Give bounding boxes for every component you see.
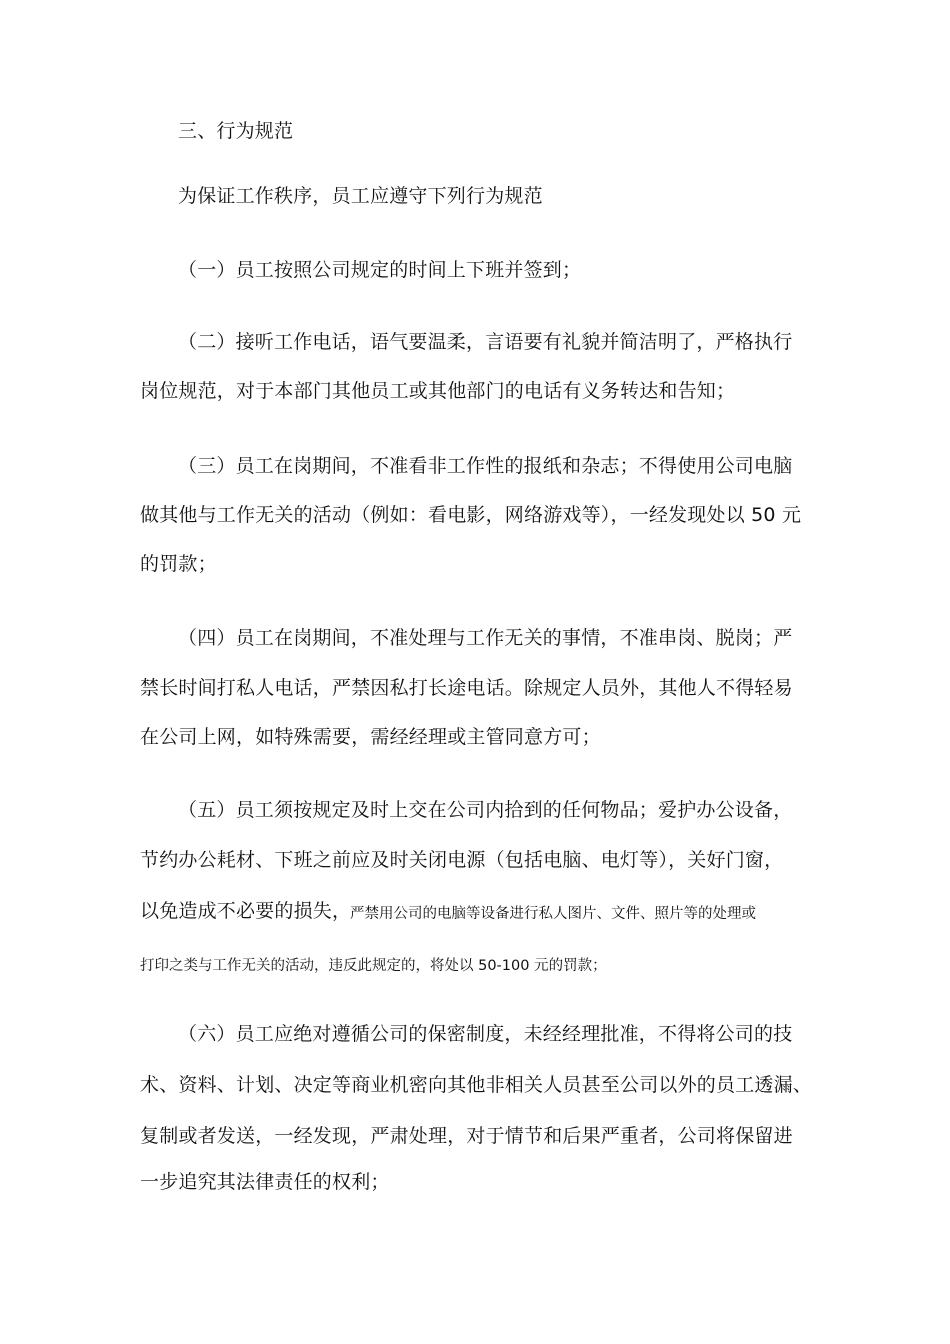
rule-item-5-line-4: 打印之类与工作无关的活动，违反此规定的，将处以 50-100 元的罚款； — [140, 958, 607, 974]
rule-item-3-line-2: 做其他与工作无关的活动（例如：看电影，网络游戏等），一经发现处以 50 元 — [140, 504, 802, 526]
rule-item-4-line-3: 在公司上网，如特殊需要，需经经理或主管同意方可； — [140, 726, 601, 748]
rule-item-6-line-2: 术、资料、计划、决定等商业机密向其他非相关人员甚至公司以外的员工透漏、 — [140, 1074, 813, 1096]
intro-paragraph: 为保证工作秩序，员工应遵守下列行为规范 — [178, 185, 543, 207]
rule-item-6-line-1: （六）员工应绝对遵循公司的保密制度，未经经理批准，不得将公司的技 — [178, 1023, 793, 1045]
rule-item-5-line-3: 以免造成不必要的损失， — [140, 900, 352, 922]
section-heading: 三、行为规范 — [178, 120, 294, 142]
rule-item-2-line-2: 岗位规范，对于本部门其他员工或其他部门的电话有义务转达和告知； — [140, 380, 736, 402]
rule-item-4-line-1: （四）员工在岗期间，不准处理与工作无关的事情，不准串岗、脱岗；严 — [178, 627, 793, 649]
rule-item-2-line-1: （二）接听工作电话，语气要温柔，言语要有礼貌并简洁明了，严格执行 — [178, 331, 793, 353]
rule-item-3-line-1: （三）员工在岗期间，不准看非工作性的报纸和杂志；不得使用公司电脑 — [178, 455, 793, 477]
rule-item-5-line-2: 节约办公耗材、下班之前应及时关闭电源（包括电脑、电灯等），关好门窗， — [140, 849, 784, 871]
rule-item-1-line-1: （一）员工按照公司规定的时间上下班并签到； — [178, 259, 582, 281]
rule-item-6-line-4: 一步追究其法律责任的权利； — [140, 1171, 390, 1193]
rule-item-5-line-3-small: 严禁用公司的电脑等设备进行私人图片、文件、照片等的处理或 — [350, 906, 756, 922]
rule-item-5-line-1: （五）员工须按规定及时上交在公司内拾到的任何物品；爱护办公设备， — [178, 799, 793, 821]
rule-item-4-line-2: 禁长时间打私人电话，严禁因私打长途电话。除规定人员外，其他人不得轻易 — [140, 677, 793, 699]
rule-item-3-line-3: 的罚款； — [140, 553, 217, 575]
rule-item-6-line-3: 复制或者发送，一经发现，严肃处理，对于情节和后果严重者，公司将保留进 — [140, 1125, 793, 1147]
